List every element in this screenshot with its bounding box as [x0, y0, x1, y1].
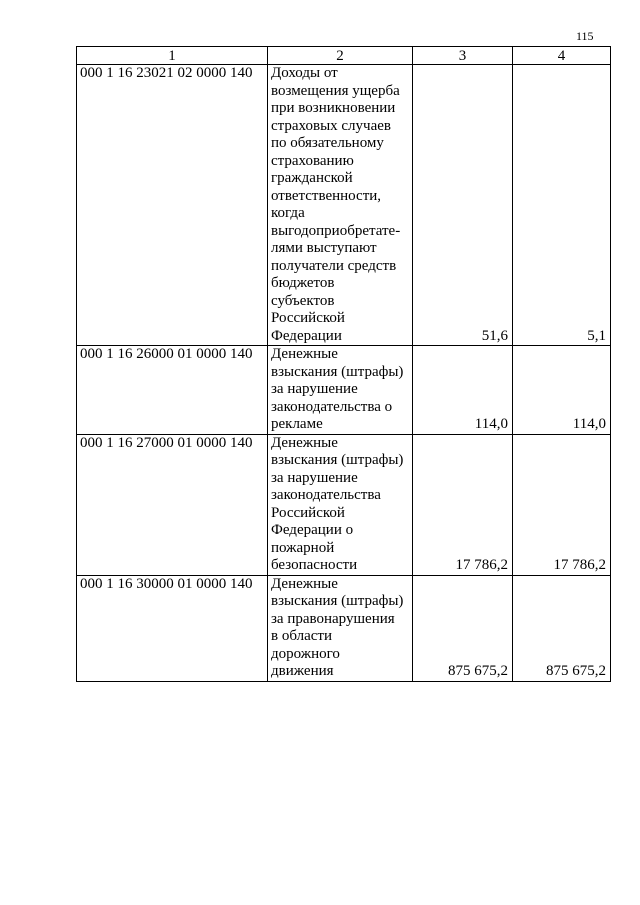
name-line: когда [271, 205, 305, 221]
revenue-name-cell [268, 346, 413, 435]
name-line: выгодоприобретате- [271, 222, 401, 239]
name-line: Денежные [271, 434, 338, 451]
budget-code-cell: 000 1 16 27000 01 0000 140 [77, 434, 268, 575]
value-col-4-cell: 114,0 [513, 346, 611, 435]
name-line: Денежные [271, 346, 338, 362]
name-line: бюджетов [271, 275, 335, 291]
name-line: законодательства [271, 487, 381, 503]
name-line: рекламе [271, 416, 323, 432]
name-line: Российской [271, 504, 345, 521]
name-line: взыскания (штрафы) [271, 593, 404, 609]
name-line: за правонарушения [271, 610, 395, 627]
page-number: 115 [576, 29, 594, 43]
name-line: взыскания (штрафы) [271, 452, 404, 468]
table-row [77, 575, 611, 681]
name-line: за нарушение [271, 381, 358, 397]
name-line: Российской [271, 310, 345, 326]
table-row [77, 65, 611, 346]
budget-code-cell: 000 1 16 23021 02 0000 140 [77, 65, 268, 346]
budget-code-cell: 000 1 16 26000 01 0000 140 [77, 346, 268, 435]
table-header-row [77, 47, 611, 65]
name-line: страховых случаев [271, 117, 391, 134]
revenue-name-cell [268, 65, 413, 346]
revenue-name-cell [268, 434, 413, 575]
name-line: в области [271, 628, 332, 644]
name-line: получатели средств [271, 257, 397, 274]
name-line: Денежные [271, 575, 338, 592]
name-line: дорожного [271, 645, 340, 662]
name-line: ответственности, [271, 187, 382, 204]
table-body [77, 65, 611, 682]
name-line: взыскания (штрафы) [271, 363, 404, 380]
revenue-name-cell [268, 575, 413, 681]
value-col-3-cell: 17 786,2 [413, 434, 513, 575]
name-line: по обязательному [271, 135, 384, 151]
revenue-table [76, 46, 611, 682]
name-line: гражданской [271, 170, 353, 186]
value-col-3-cell: 875 675,2 [413, 575, 513, 681]
name-line: пожарной [271, 539, 335, 556]
name-line: возмещения ущерба [271, 82, 400, 99]
value-col-3-cell: 114,0 [413, 346, 513, 435]
budget-code-cell: 000 1 16 30000 01 0000 140 [77, 575, 268, 681]
name-line: за нарушение [271, 469, 358, 486]
name-line: субъектов [271, 292, 335, 309]
header-col-1: 1 [77, 47, 268, 65]
name-line: безопасности [271, 557, 358, 573]
value-col-4-cell: 17 786,2 [513, 434, 611, 575]
name-line: Федерации о [271, 522, 354, 538]
header-col-4: 4 [513, 47, 611, 65]
name-line: законодательства о [271, 398, 393, 415]
name-line: движения [271, 663, 334, 679]
name-line: при возникновении [271, 100, 396, 116]
table-row [77, 434, 611, 575]
name-line: лями выступают [271, 240, 377, 256]
value-col-4-cell: 5,1 [513, 65, 611, 346]
value-col-3-cell: 51,6 [413, 65, 513, 346]
name-line: Доходы от [271, 65, 338, 81]
name-line: Федерации [271, 327, 342, 344]
name-line: страхованию [271, 152, 354, 169]
value-col-4-cell: 875 675,2 [513, 575, 611, 681]
header-col-2: 2 [268, 47, 413, 65]
table-row [77, 346, 611, 435]
header-col-3: 3 [413, 47, 513, 65]
